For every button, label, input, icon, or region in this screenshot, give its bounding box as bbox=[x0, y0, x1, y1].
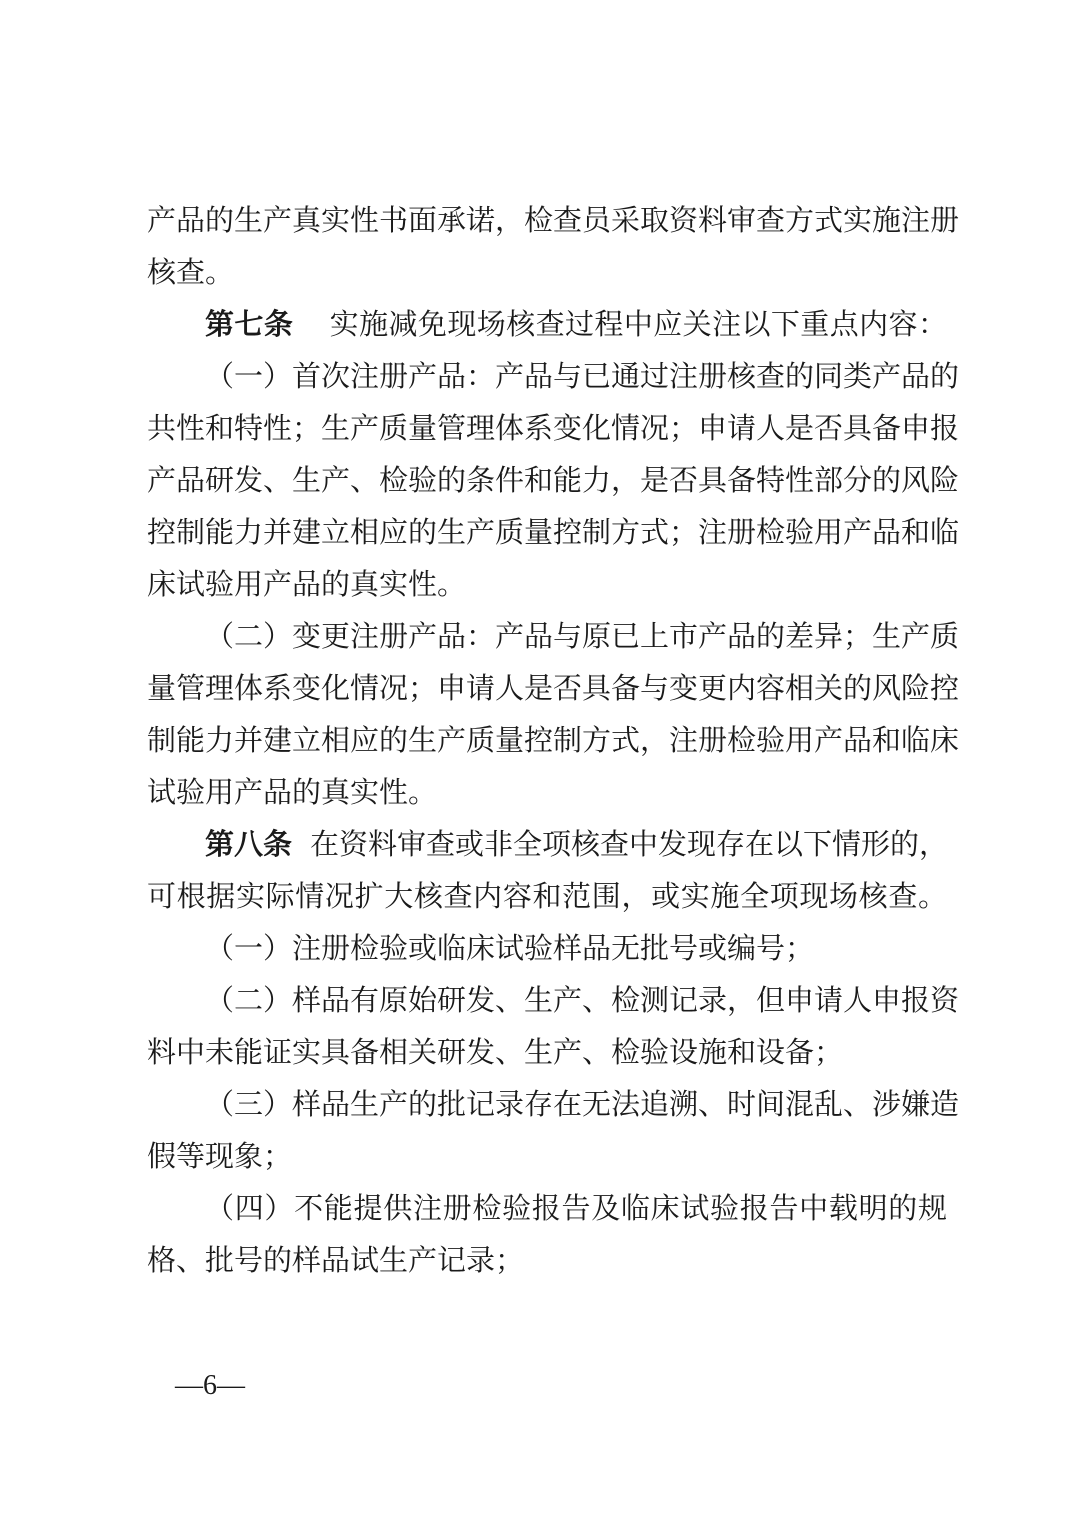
text-line: 共性和特性；生产质量管理体系变化情况；申请人是否具备申报 bbox=[147, 411, 960, 445]
text-line: 产品的生产真实性书面承诺，检查员采取资料审查方式实施注册 bbox=[147, 203, 960, 237]
text-line: （三）样品生产的批记录存在无法追溯、时间混乱、涉嫌造 bbox=[205, 1087, 960, 1121]
text-line: 核查。 bbox=[147, 255, 235, 289]
article-7-text: 实施减免现场核查过程中应关注以下重点内容： bbox=[329, 307, 947, 341]
article-7-line bbox=[147, 298, 947, 350]
text-line: （四）不能提供注册检验报告及临床试验报告中载明的规 bbox=[205, 1191, 947, 1225]
text-line: 可根据实际情况扩大核查内容和范围，或实施全项现场核查。 bbox=[147, 879, 947, 913]
text-line: 产品研发、生产、检验的条件和能力，是否具备特性部分的风险 bbox=[147, 463, 960, 497]
text-line: 料中未能证实具备相关研发、生产、检验设施和设备； bbox=[147, 1035, 844, 1069]
text-line: 量管理体系变化情况；申请人是否具备与变更内容相关的风险控 bbox=[147, 671, 960, 705]
document-body bbox=[147, 194, 960, 1286]
text-line: 控制能力并建立相应的生产质量控制方式；注册检验用产品和临 bbox=[147, 515, 960, 549]
text-line: （一）注册检验或临床试验样品无批号或编号； bbox=[205, 931, 815, 965]
text-line: 床试验用产品的真实性。 bbox=[147, 567, 467, 601]
article-8-label: 第八条 bbox=[205, 827, 293, 861]
text-line: （一）首次注册产品：产品与已通过注册核查的同类产品的 bbox=[205, 359, 960, 393]
page-number: —6— bbox=[175, 1370, 245, 1401]
text-line: 试验用产品的真实性。 bbox=[147, 775, 438, 809]
text-line: 假等现象； bbox=[147, 1139, 293, 1173]
text-line: （二）变更注册产品：产品与原已上市产品的差异；生产质 bbox=[205, 619, 960, 653]
article-8-text: 在资料审查或非全项核查中发现存在以下情形的， bbox=[310, 827, 949, 861]
text-line: 格、批号的样品试生产记录； bbox=[147, 1243, 525, 1277]
text-line: 制能力并建立相应的生产质量控制方式，注册检验用产品和临床 bbox=[147, 723, 960, 757]
text-line: （二）样品有原始研发、生产、检测记录，但申请人申报资 bbox=[205, 983, 960, 1017]
article-8-line bbox=[147, 818, 947, 870]
article-7-label: 第七条 bbox=[205, 307, 294, 341]
